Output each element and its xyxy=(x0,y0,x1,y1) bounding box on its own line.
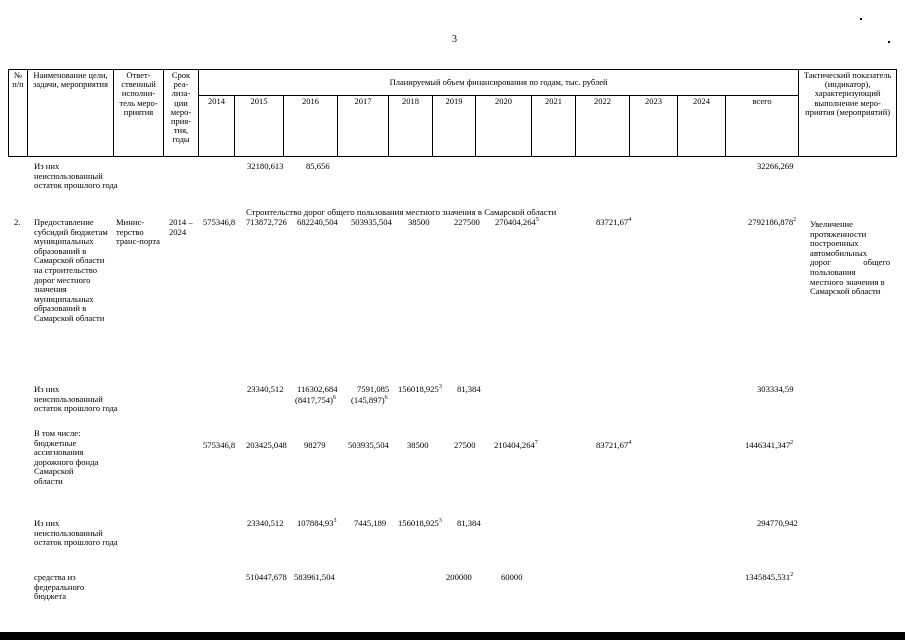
cell-value: 32180,613 xyxy=(247,161,284,171)
indicator-line: автомобильных xyxy=(810,247,868,258)
footnote-mark: 6 xyxy=(384,395,388,401)
header-name: Наименование цели, задачи, мероприятия xyxy=(28,70,114,157)
header-year: 2019 xyxy=(433,96,476,157)
cell-value: 60000 xyxy=(501,572,523,582)
cell-number: 2792186,878 xyxy=(748,217,794,227)
cell-value: 23340,512 xyxy=(247,384,284,394)
cell-value: 294770,942 xyxy=(757,518,798,528)
footnote-mark: 2 xyxy=(793,217,797,223)
cell-value: 38500 xyxy=(407,440,429,450)
section-title: Строительство дорог общего пользования местного значения в Самарской области xyxy=(246,207,557,217)
cell-value xyxy=(494,441,538,451)
cell-value: 713872,726 xyxy=(246,217,287,227)
cell-value: 203425,048 xyxy=(246,440,287,450)
row-federal-label: средства из федерального бюджета xyxy=(34,572,85,602)
cell-value: 7445,189 xyxy=(354,518,387,528)
cell-value xyxy=(297,519,337,529)
cell-value xyxy=(398,385,442,395)
indicator-line: пользования xyxy=(810,266,856,277)
header-year: 2018 xyxy=(389,96,433,157)
cell-value xyxy=(596,218,631,228)
header-num: № п/п xyxy=(9,70,28,157)
cell-value: 27500 xyxy=(454,440,476,450)
header-year: 2020 xyxy=(476,96,532,157)
cell-value: 116302,684 xyxy=(297,384,338,394)
cell-number: 83721,67 xyxy=(596,440,629,450)
cell-value xyxy=(398,519,442,529)
cell-number: 107884,93 xyxy=(297,518,334,528)
cell-value: 503935,504 xyxy=(348,440,389,450)
row2-responsible: Минис-терство транс-порта xyxy=(116,217,161,247)
cell-number: 270404,264 xyxy=(495,217,536,227)
header-planned xyxy=(199,70,799,96)
scan-speck xyxy=(888,41,890,43)
cell-number: 210404,264 xyxy=(494,440,535,450)
row-fund-label: В том числе: бюджетные ассигнования дорожного фонда Самарской области xyxy=(34,428,99,486)
footnote-mark: 4 xyxy=(628,440,632,446)
cell-value: 81,384 xyxy=(457,384,481,394)
header-year: 2022 xyxy=(576,96,630,157)
header-year: 2014 xyxy=(199,96,235,157)
cell-value xyxy=(295,396,336,406)
header-total: всего xyxy=(726,96,799,157)
footnote-mark: 6 xyxy=(332,395,336,401)
row-unused2-label: Из них неиспользованный остаток прошлого года xyxy=(34,384,118,414)
cell-number: 83721,67 xyxy=(596,217,629,227)
cell-value: 23340,512 xyxy=(247,518,284,528)
header-year: 2016 xyxy=(284,96,338,157)
cell-value: 303334,59 xyxy=(757,384,794,394)
cell-value: 510447,678 xyxy=(246,572,287,582)
footnote-mark: 3 xyxy=(333,518,337,524)
cell-value xyxy=(495,218,539,228)
row-number: 2. xyxy=(14,217,21,227)
header-year: 2017 xyxy=(338,96,389,157)
cell-value: 575346,8 xyxy=(203,217,236,227)
footnote-mark: 4 xyxy=(628,217,632,223)
cell-value xyxy=(351,396,388,406)
cell-value: 85,656 xyxy=(306,161,330,171)
header-indicator: Тактический показатель (индикатор), характеризующий выполнение меро-приятия (мероприятий) xyxy=(799,70,897,157)
cell-value: 227500 xyxy=(454,217,480,227)
footnote-mark: 3 xyxy=(438,384,442,390)
indicator-line: протяженности xyxy=(810,228,867,239)
indicator-line: Увеличение xyxy=(810,219,853,229)
footnote-mark: 5 xyxy=(535,217,539,223)
cell-number: 1446341,347 xyxy=(745,440,791,450)
cell-value: 575346,8 xyxy=(203,440,236,450)
table-header xyxy=(8,69,897,157)
header-planned-text: Планируемый объем финансирования по годам, тыс. рублей xyxy=(389,76,608,87)
footnote-mark: 2 xyxy=(790,572,794,578)
cell-number: 1345845,531 xyxy=(745,572,791,582)
cell-value: 7591,085 xyxy=(357,384,390,394)
cell-value xyxy=(748,218,796,228)
row2-label: Предоставление субсидий бюджетам муниципальных образований в Самарской области на строительство дорог местного значения муниципальных образований в Самарской области xyxy=(34,217,108,323)
page-number: 3 xyxy=(452,34,457,45)
cell-value xyxy=(745,573,793,583)
indicator-line: дорог общего xyxy=(810,257,890,268)
cell-value: 32266,269 xyxy=(757,161,794,171)
footnote-mark: 7 xyxy=(534,440,538,446)
cell-number: 156018,925 xyxy=(398,384,439,394)
cell-number: 156018,925 xyxy=(398,518,439,528)
cell-value: 38500 xyxy=(408,217,430,227)
header-term: Срок реа-лиза-ции меро-прия-тия, годы xyxy=(164,70,199,157)
cell-value xyxy=(596,441,631,451)
cell-value xyxy=(745,441,793,451)
header-year: 2023 xyxy=(630,96,678,157)
header-responsible: Ответ-ственный исполни-тель меро-приятия xyxy=(114,70,164,157)
footnote-mark: 3 xyxy=(438,518,442,524)
indicator-line: Самарской области xyxy=(810,286,881,297)
row-unused-top-label: Из них неиспользованный остаток прошлого года xyxy=(34,161,118,191)
row2-term: 2014 – 2024 xyxy=(169,217,193,237)
header-year: 2024 xyxy=(678,96,726,157)
header-year: 2015 xyxy=(235,96,284,157)
cell-number: (8417,754) xyxy=(295,395,333,405)
row-unused3-label: Из них неиспользованный остаток прошлого года xyxy=(34,518,118,548)
cell-value: 200000 xyxy=(446,572,472,582)
cell-value: 81,384 xyxy=(457,518,481,528)
scan-speck xyxy=(860,18,862,20)
indicator-line: построенных xyxy=(810,238,859,249)
footnote-mark: 2 xyxy=(790,440,794,446)
scan-bottom-edge xyxy=(0,632,905,640)
cell-value: 98279 xyxy=(304,440,326,450)
cell-value: 682240,504 xyxy=(297,217,338,227)
indicator-line: местного значения в xyxy=(810,276,885,287)
row2-indicator xyxy=(810,220,890,297)
cell-value: 583961,504 xyxy=(294,572,335,582)
header-year: 2021 xyxy=(532,96,576,157)
cell-number: (145,897) xyxy=(351,395,385,405)
cell-value: 503935,504 xyxy=(351,217,392,227)
